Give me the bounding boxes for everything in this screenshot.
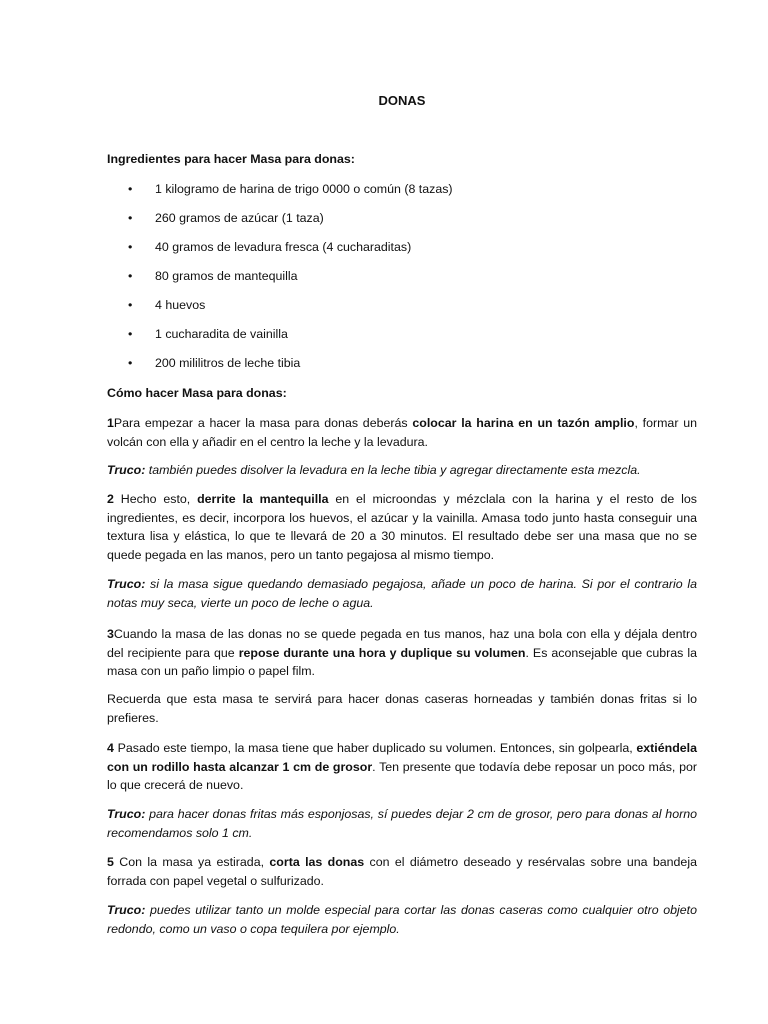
step-highlight: extiéndela con un rodillo hasta alcanzar 1 cm de grosor xyxy=(107,741,697,774)
step-text: , formar un volcán con ella y añadir en el centro la leche y la levadura. xyxy=(107,416,697,449)
step-text: en el microondas y mézclala con la harina y el resto de los ingredientes, es decir, incorpora los huevos, el azúcar y la vainilla. Amasa todo junto hasta conseguir una textura lisa y elástica, lo que te llevará de 20 a 30 minutos. El resultado debe ser una masa que no se quede pegada en las manos, pero un tanto pegajosa al mismo tiempo. xyxy=(107,492,697,562)
step-text: Hecho esto, xyxy=(113,492,198,506)
step-highlight: colocar la harina en un tazón amplio xyxy=(412,416,635,430)
step-number: 1 xyxy=(107,416,114,430)
tip-1-paragraph xyxy=(107,461,697,480)
step-text: con el diámetro deseado y resérvalas sobre una bandeja forrada con papel vegetal o sulfurizado. xyxy=(107,855,697,888)
step-text: . Ten presente que todavía debe reposar un poco más, por lo que crecerá de nuevo. xyxy=(107,759,697,792)
tip-text: también puedes disolver la levadura en la leche tibia y agregar directamente esta mezcla. xyxy=(145,463,641,477)
ingredient-text: 1 kilogramo de harina de trigo 0000 o común (8 tazas) xyxy=(155,182,453,196)
step-2-paragraph xyxy=(107,490,697,564)
tip-3-paragraph xyxy=(107,805,697,842)
step-highlight: corta las donas xyxy=(269,855,365,869)
bullet-icon: • xyxy=(128,211,133,225)
step-5-paragraph xyxy=(107,853,697,890)
step-number: 2 xyxy=(107,492,114,506)
step-text: Pasado este tiempo, la masa tiene que haber duplicado su volumen. Entonces, sin golpearla, xyxy=(113,741,637,755)
ingredient-text: 200 mililitros de leche tibia xyxy=(155,356,301,370)
bullet-icon: • xyxy=(128,269,133,283)
bullet-icon: • xyxy=(128,356,133,370)
ingredient-text: 40 gramos de levadura fresca (4 cucharaditas) xyxy=(155,240,412,254)
step-number: 3 xyxy=(107,627,114,641)
bullet-icon: • xyxy=(128,298,133,312)
bullet-icon: • xyxy=(128,327,133,341)
step-text: . Es aconsejable que cubras la masa con un paño limpio o papel film. xyxy=(107,645,697,678)
tip-2-paragraph xyxy=(107,575,697,612)
step-text: Con la masa ya estirada, xyxy=(113,855,270,869)
bullet-icon: • xyxy=(128,182,133,196)
tip-label: Truco: xyxy=(107,807,146,821)
ingredient-text: 260 gramos de azúcar (1 taza) xyxy=(155,211,324,225)
step-text: Para empezar a hacer la masa para donas deberás xyxy=(113,416,413,430)
ingredient-text: 80 gramos de mantequilla xyxy=(155,269,298,283)
ingredient-text: 1 cucharadita de vainilla xyxy=(155,327,288,341)
tip-label: Truco: xyxy=(107,577,146,591)
tip-label: Truco: xyxy=(107,903,146,917)
document-title: DONAS xyxy=(378,93,426,108)
step-highlight: repose durante una hora y duplique su volumen xyxy=(238,645,526,660)
note-paragraph: Recuerda que esta masa te servirá para hacer donas caseras horneadas y también donas fritas si lo prefieres. xyxy=(107,692,697,725)
tip-text: si la masa sigue quedando demasiado pegajosa, añade un poco de harina. Si por el contrario la notas muy seca, vierte un poco de leche o agua. xyxy=(107,577,697,610)
step-number: 4 xyxy=(107,741,114,755)
step-number: 5 xyxy=(107,855,114,869)
tip-text: para hacer donas fritas más esponjosas, sí puedes dejar 2 cm de grosor, pero para donas al horno recomendamos solo 1 cm. xyxy=(107,807,697,840)
tip-4-paragraph xyxy=(107,901,697,938)
ingredient-text: 4 huevos xyxy=(155,298,206,312)
tip-label: Truco: xyxy=(107,463,146,477)
tip-text: puedes utilizar tanto un molde especial para cortar las donas caseras como cualquier otro objeto redondo, como un vaso o copa tequilera por ejemplo. xyxy=(107,903,697,936)
method-heading: Cómo hacer Masa para donas: xyxy=(107,386,287,400)
step-text: Cuando la masa de las donas no se quede pegada en tus manos, haz una bola con ella y déjala dentro del recipiente para que xyxy=(107,627,697,660)
step-3-paragraph xyxy=(107,625,697,681)
ingredients-heading: Ingredientes para hacer Masa para donas: xyxy=(107,152,355,166)
step-1-paragraph xyxy=(107,414,697,451)
bullet-icon: • xyxy=(128,240,133,254)
step-highlight: derrite la mantequilla xyxy=(197,492,329,506)
step-4-paragraph xyxy=(107,739,697,795)
